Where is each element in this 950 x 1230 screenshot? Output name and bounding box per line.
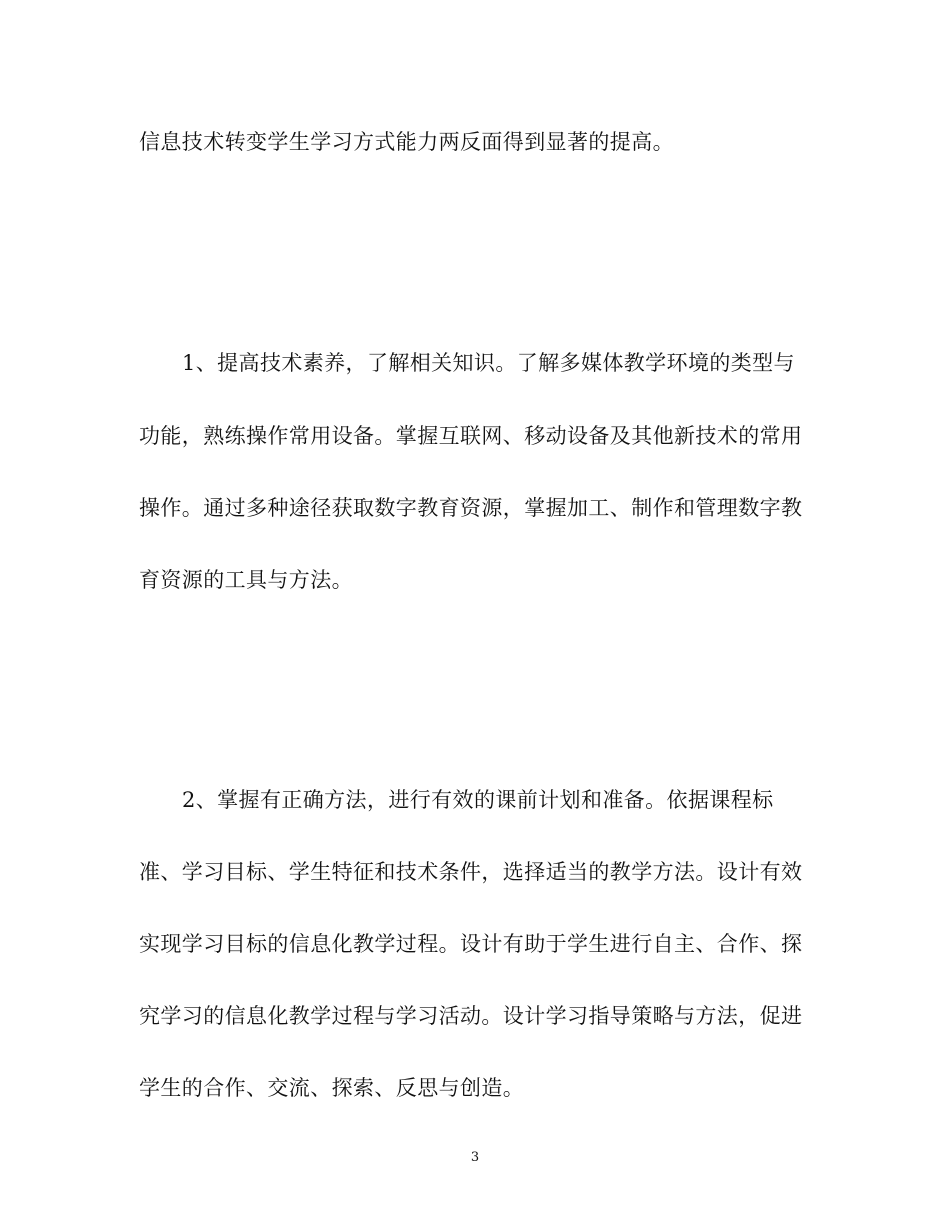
paragraph-1-line-1: 1、提高技术素养，了解相关知识。了解多媒体教学环境的类型与 (182, 351, 795, 375)
paragraph-2-line-3: 实现学习目标的信息化教学过程。设计有助于学生进行自主、合作、探 (139, 932, 803, 956)
paragraph-2-line-4: 究学习的信息化教学过程与学习活动。设计学习指导策略与方法，促进 (139, 1004, 803, 1028)
intro-line: 信息技术转变学生学习方式能力两反面得到显著的提高。 (139, 130, 674, 154)
page-number: 3 (470, 1150, 480, 1165)
paragraph-1-line-4: 育资源的工具与方法。 (139, 568, 353, 592)
paragraph-2-line-1: 2、掌握有正确方法，进行有效的课前计划和准备。依据课程标 (182, 788, 774, 812)
paragraph-2-line-5: 学生的合作、交流、探索、反思与创造。 (139, 1076, 525, 1100)
paragraph-2-line-2: 准、学习目标、学生特征和技术条件，选择适当的教学方法。设计有效 (139, 860, 803, 884)
paragraph-1-line-3: 操作。通过多种途径获取数字教育资源，掌握加工、制作和管理数字教 (139, 496, 803, 520)
paragraph-1-line-2: 功能，熟练操作常用设备。掌握互联网、移动设备及其他新技术的常用 (139, 424, 803, 448)
